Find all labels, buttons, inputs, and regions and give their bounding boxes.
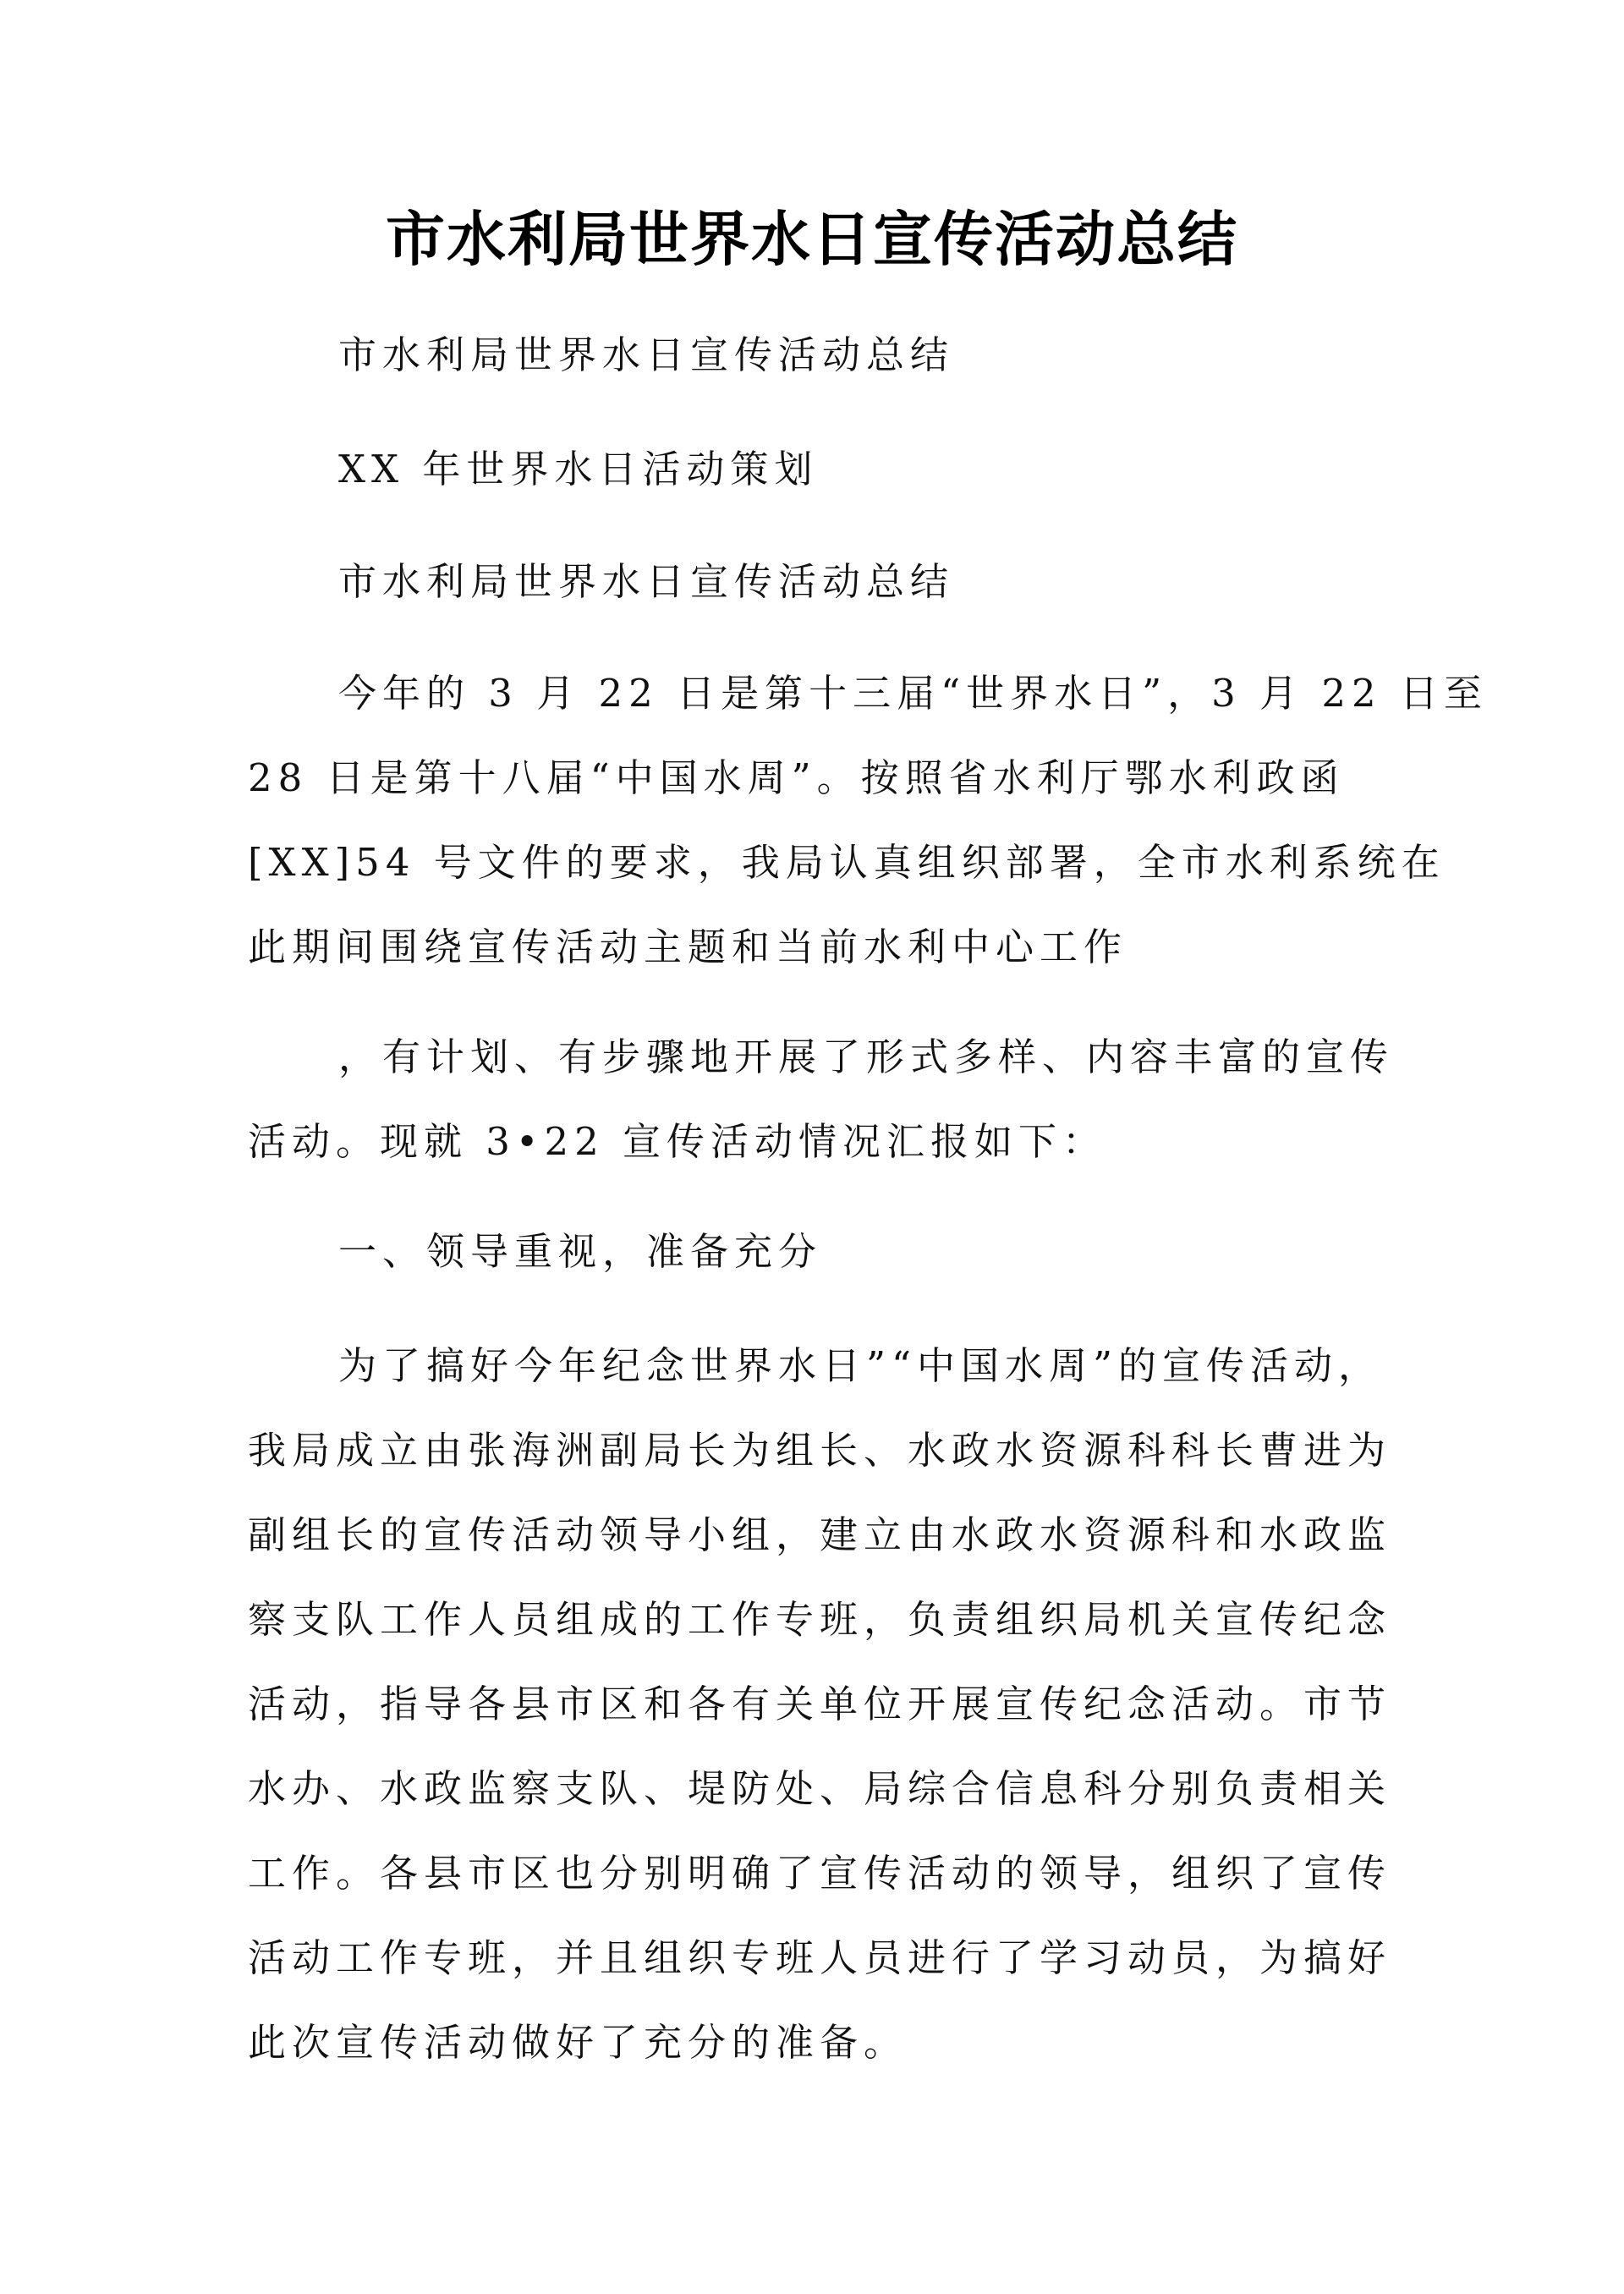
paragraph-3-line-9: 此次宣传活动做好了充分的准备。 [248, 2020, 908, 2065]
paragraph-2-line-1: ，有计划、有步骤地开展了形式多样、内容丰富的宣传 [338, 1034, 1395, 1079]
paragraph-3-line-4: 察支队工作人员组成的工作专班，负责组织局机关宣传纪念 [248, 1597, 1392, 1642]
paragraph-1-line-4: 此期间围绕宣传活动主题和当前水利中心工作 [248, 925, 1128, 969]
paragraph-3-line-6: 水办、水政监察支队、堤防处、局综合信息科分别负责相关 [248, 1766, 1392, 1811]
paragraph-2-line-2: 活动。现就 3•22 宣传活动情况汇报如下： [248, 1119, 1107, 1164]
subtitle-line-3: 市水利局世界水日宣传活动总结 [338, 559, 955, 604]
paragraph-3-line-3: 副组长的宣传活动领导小组，建立由水政水资源科和水政监 [248, 1512, 1392, 1557]
paragraph-1-line-3: [XX]54 号文件的要求，我局认真组织部署，全市水利系统在 [248, 840, 1446, 885]
paragraph-3-line-1: 为了搞好今年纪念世界水日”“中国水周”的宣传活动， [338, 1343, 1383, 1388]
document-title: 市水利局世界水日宣传活动总结 [386, 204, 1238, 274]
section-heading-1: 一、领导重视，准备充分 [338, 1229, 823, 1274]
subtitle-line-2: XX 年世界水日活动策划 [338, 447, 819, 491]
paragraph-1-line-1: 今年的 3 月 22 日是第十三届“世界水日”，3 月 22 日至 [338, 671, 1488, 716]
paragraph-3-line-7: 工作。各县市区也分别明确了宣传活动的领导，组织了宣传 [248, 1851, 1392, 1896]
paragraph-1-line-2: 28 日是第十八届“中国水周”。按照省水利厅鄂水利政函 [248, 755, 1345, 800]
paragraph-3-line-8: 活动工作专班，并且组织专班人员进行了学习动员，为搞好 [248, 1935, 1392, 1980]
paragraph-3-line-2: 我局成立由张海洲副局长为组长、水政水资源科科长曹进为 [248, 1428, 1392, 1473]
paragraph-3-line-5: 活动，指导各县市区和各有关单位开展宣传纪念活动。市节 [248, 1682, 1392, 1726]
subtitle-line-1: 市水利局世界水日宣传活动总结 [338, 332, 955, 377]
